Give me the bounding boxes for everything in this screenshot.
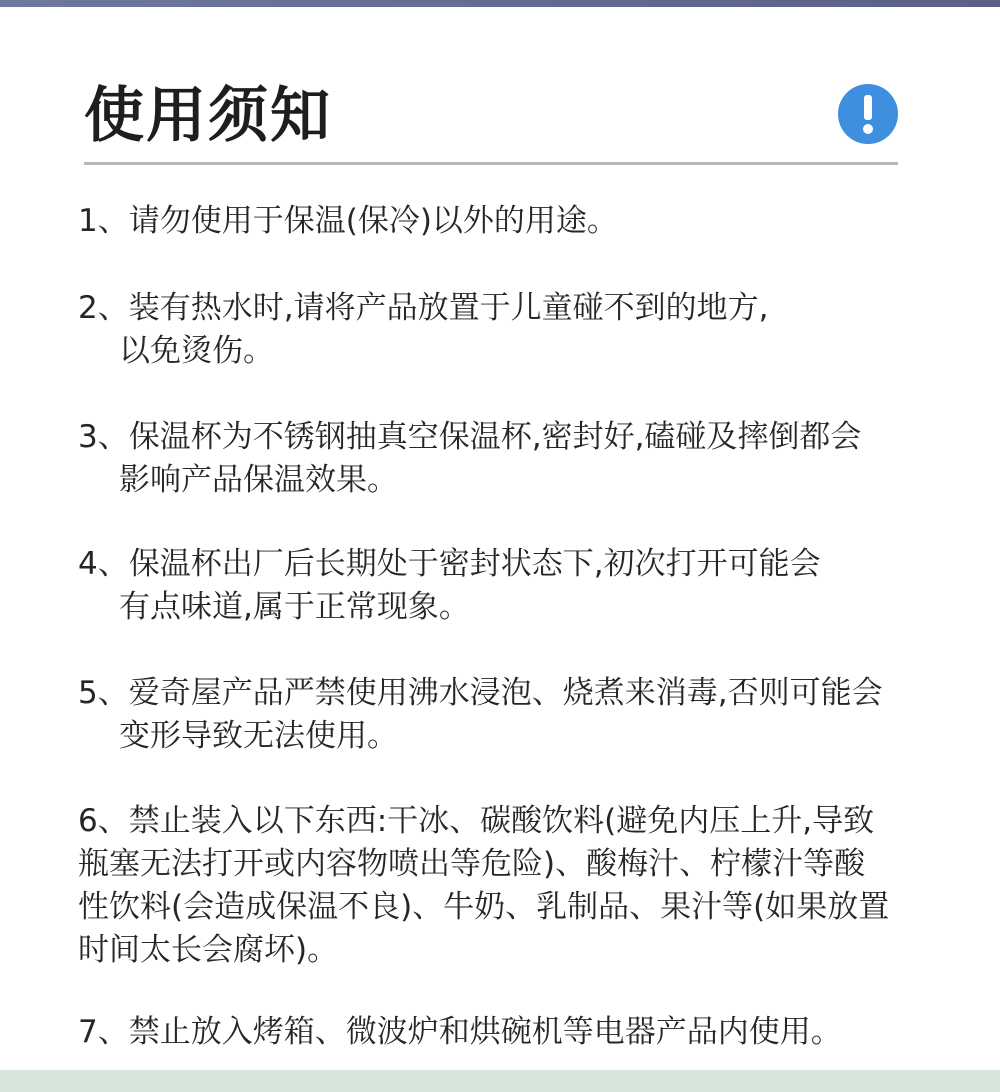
notice-item-5 (78, 672, 958, 758)
notice-line: 有点味道,属于正常现象。 (119, 589, 470, 625)
notice-item-1 (78, 200, 958, 243)
title-divider (84, 162, 898, 165)
notice-line: 瓶塞无法打开或内容物喷出等危险)、酸梅汁、柠檬汁等酸 (78, 846, 866, 882)
exclamation-dot (863, 124, 873, 134)
notice-item-3 (78, 416, 958, 502)
notice-line: 6、禁止装入以下东西:干冰、碳酸饮料(避免内压上升,导致 (78, 803, 875, 839)
bottom-decorative-bar (0, 1070, 1000, 1092)
notice-line: 2、装有热水时,请将产品放置于儿童碰不到的地方, (78, 290, 769, 326)
notice-item-4 (78, 543, 958, 629)
notice-line: 变形导致无法使用。 (119, 718, 398, 754)
notice-item-6 (78, 800, 958, 972)
notice-item-2 (78, 287, 958, 373)
notice-line: 5、爱奇屋产品严禁使用沸水浸泡、烧煮来消毒,否则可能会 (78, 675, 883, 711)
notice-line: 4、保温杯出厂后长期处于密封状态下,初次打开可能会 (78, 546, 821, 582)
top-decorative-bar (0, 0, 1000, 7)
notice-line: 以免烫伤。 (119, 333, 274, 369)
page-title: 使用须知 (84, 81, 332, 151)
notice-line: 3、保温杯为不锈钢抽真空保温杯,密封好,磕碰及摔倒都会 (78, 419, 862, 455)
notice-line: 性饮料(会造成保温不良)、牛奶、乳制品、果汁等(如果放置 (78, 889, 890, 925)
notice-item-7 (78, 1011, 958, 1054)
exclamation-bar (864, 95, 872, 120)
exclamation-circle-icon (838, 84, 898, 144)
notice-line: 1、请勿使用于保温(保冷)以外的用途。 (78, 203, 618, 239)
notice-line: 7、禁止放入烤箱、微波炉和烘碗机等电器产品内使用。 (78, 1014, 842, 1050)
notice-line: 影响产品保温效果。 (119, 462, 398, 498)
notice-line: 时间太长会腐坏)。 (78, 932, 339, 968)
